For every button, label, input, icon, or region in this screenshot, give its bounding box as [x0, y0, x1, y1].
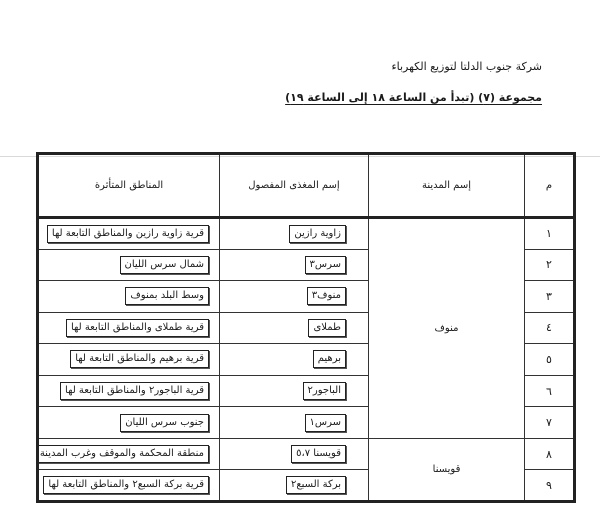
- table-row: [38, 218, 575, 250]
- feeder-cell: [220, 249, 369, 281]
- affected-areas: جنوب سرس الليان: [120, 414, 209, 432]
- areas-cell: [38, 344, 220, 376]
- affected-areas: قرية زاوية رازين والمناطق التابعة لها: [47, 225, 209, 243]
- header-feeder: إسم المغذى المفصول: [220, 154, 369, 218]
- feeder-name: سرس٣: [305, 256, 346, 274]
- affected-areas: قرية برهيم والمناطق التابعة لها: [70, 350, 209, 368]
- feeder-name: برهيم: [313, 350, 346, 368]
- areas-cell: [38, 218, 220, 250]
- row-number: ١: [525, 218, 575, 250]
- affected-areas: وسط البلد بمنوف: [125, 287, 209, 305]
- feeder-cell: [220, 344, 369, 376]
- affected-areas: شمال سرس الليان: [120, 256, 209, 274]
- feeder-name: قويسنا ٥،٧: [291, 445, 346, 463]
- feeder-cell: [220, 375, 369, 407]
- feeder-name: زاوية رازين: [289, 225, 346, 243]
- areas-cell: [38, 470, 220, 502]
- feeder-cell: [220, 218, 369, 250]
- row-number: ٦: [525, 375, 575, 407]
- areas-cell: [38, 407, 220, 439]
- table-header-row: [38, 154, 575, 218]
- feeder-cell: [220, 281, 369, 313]
- affected-areas: قرية الباجور٢ والمناطق التابعة لها: [60, 382, 209, 400]
- areas-cell: [38, 375, 220, 407]
- feeder-name: منوف٣: [307, 287, 346, 305]
- feeder-cell: [220, 407, 369, 439]
- feeder-cell: [220, 470, 369, 502]
- feeder-cell: [220, 438, 369, 470]
- areas-cell: [38, 312, 220, 344]
- city-cell: منوف: [369, 218, 525, 439]
- row-number: ٥: [525, 344, 575, 376]
- row-number: ٢: [525, 249, 575, 281]
- affected-areas: قرية بركة السبع٢ والمناطق التابعة لها: [43, 476, 209, 494]
- group-title: مجموعة (٧) (تبدأ من الساعة ١٨ إلى الساعة ١٩): [285, 91, 542, 104]
- feeder-name: سرس١: [305, 414, 346, 432]
- feeder-name: الباجور٢: [303, 382, 346, 400]
- row-number: ٤: [525, 312, 575, 344]
- header-areas: المناطق المتأثرة: [38, 154, 220, 218]
- outage-schedule-table: [36, 152, 576, 503]
- affected-areas: منطقة المحكمة والموقف وغرب المدينة: [38, 445, 210, 463]
- affected-areas: قرية طملاى والمناطق التابعة لها: [66, 319, 209, 337]
- feeder-cell: [220, 312, 369, 344]
- header-number: م: [525, 154, 575, 218]
- row-number: ٩: [525, 470, 575, 502]
- city-cell: قويسنا: [369, 438, 525, 501]
- areas-cell: [38, 281, 220, 313]
- areas-cell: [38, 249, 220, 281]
- feeder-name: طملاى: [308, 319, 346, 337]
- header-city: إسم المدينة: [369, 154, 525, 218]
- row-number: ٧: [525, 407, 575, 439]
- areas-cell: [38, 438, 220, 470]
- feeder-name: بركة السبع٢: [286, 476, 346, 494]
- row-number: ٨: [525, 438, 575, 470]
- row-number: ٣: [525, 281, 575, 313]
- company-name: شركة جنوب الدلتا لتوزيع الكهرباء: [391, 60, 542, 73]
- table-row: [38, 438, 575, 470]
